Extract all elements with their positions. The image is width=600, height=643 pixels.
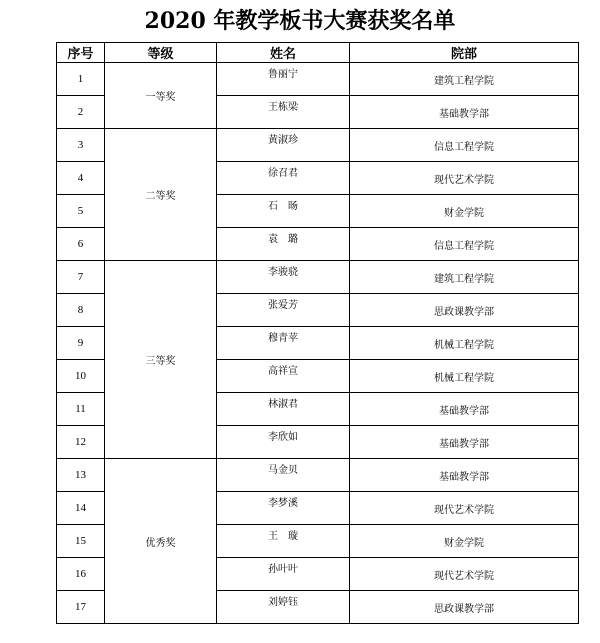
row-index: 3 <box>57 129 105 162</box>
winner-name-text: 王栋梁 <box>268 101 298 113</box>
award-level-third <box>105 261 217 459</box>
row-index: 2 <box>57 96 105 129</box>
table-row <box>57 261 579 294</box>
row-index: 14 <box>57 492 105 525</box>
winner-name-text: 孙叶叶 <box>268 563 298 575</box>
winner-name <box>217 129 350 162</box>
row-index: 9 <box>57 327 105 360</box>
winner-name <box>217 327 350 360</box>
winner-name-text: 刘婷钰 <box>268 596 298 608</box>
winner-name-text: 鲁丽宁 <box>268 68 298 80</box>
header-name: 姓名 <box>217 43 350 63</box>
winner-name <box>217 426 350 459</box>
table-row <box>57 129 579 162</box>
department: 现代艺术学院 <box>350 162 579 195</box>
winner-name <box>217 96 350 129</box>
winner-name <box>217 591 350 624</box>
winner-name-text: 王 璇 <box>268 530 298 542</box>
department: 机械工程学院 <box>350 360 579 393</box>
department: 现代艺术学院 <box>350 558 579 591</box>
winner-name <box>217 393 350 426</box>
row-index: 15 <box>57 525 105 558</box>
header-row <box>57 43 579 63</box>
table-row <box>57 63 579 96</box>
winner-name-text: 穆青苹 <box>268 332 298 344</box>
row-index: 4 <box>57 162 105 195</box>
department: 基础教学部 <box>350 393 579 426</box>
table-body <box>57 63 579 624</box>
winner-name-text: 石 旸 <box>268 200 298 212</box>
department: 基础教学部 <box>350 96 579 129</box>
row-index: 10 <box>57 360 105 393</box>
winner-name <box>217 360 350 393</box>
department: 信息工程学院 <box>350 228 579 261</box>
row-index: 11 <box>57 393 105 426</box>
winner-name <box>217 492 350 525</box>
header-index: 序号 <box>57 43 105 63</box>
department: 基础教学部 <box>350 426 579 459</box>
department: 思政课教学部 <box>350 294 579 327</box>
row-index: 5 <box>57 195 105 228</box>
department: 思政课教学部 <box>350 591 579 624</box>
department: 建筑工程学院 <box>350 261 579 294</box>
header-level: 等级 <box>105 43 217 63</box>
winner-name-text: 马金贝 <box>268 464 298 476</box>
department: 信息工程学院 <box>350 129 579 162</box>
winner-name-text: 李欣如 <box>268 431 298 443</box>
winner-name <box>217 261 350 294</box>
row-index: 6 <box>57 228 105 261</box>
department: 建筑工程学院 <box>350 63 579 96</box>
department: 财金学院 <box>350 195 579 228</box>
winner-name <box>217 228 350 261</box>
winner-name <box>217 558 350 591</box>
winner-name <box>217 525 350 558</box>
department: 机械工程学院 <box>350 327 579 360</box>
department: 现代艺术学院 <box>350 492 579 525</box>
winner-name <box>217 459 350 492</box>
winner-name-text: 徐召君 <box>268 167 298 179</box>
winner-name <box>217 294 350 327</box>
row-index: 8 <box>57 294 105 327</box>
award-level-label: 三等奖 <box>145 356 176 367</box>
header-department: 院部 <box>350 43 579 63</box>
page-title: 2020 年教学板书大赛获奖名单 <box>144 8 456 34</box>
winner-name-text: 李梦溪 <box>268 497 298 509</box>
winner-name <box>217 162 350 195</box>
award-level-label: 二等奖 <box>145 191 176 202</box>
row-index: 17 <box>57 591 105 624</box>
row-index: 12 <box>57 426 105 459</box>
award-level-first <box>105 63 217 129</box>
awards-table <box>56 42 579 624</box>
department: 基础教学部 <box>350 459 579 492</box>
winner-name-text: 林淑君 <box>268 398 298 410</box>
row-index: 1 <box>57 63 105 96</box>
winner-name-text: 张爱芳 <box>268 299 298 311</box>
winner-name-text: 黄淑珍 <box>268 134 298 146</box>
department: 财金学院 <box>350 525 579 558</box>
winner-name-text: 袁 璐 <box>268 233 298 245</box>
row-index: 7 <box>57 261 105 294</box>
row-index: 13 <box>57 459 105 492</box>
award-level-second <box>105 129 217 261</box>
winner-name <box>217 195 350 228</box>
winner-name-text: 高祥宣 <box>268 365 298 377</box>
table-row <box>57 459 579 492</box>
row-index: 16 <box>57 558 105 591</box>
award-level-merit <box>105 459 217 624</box>
winner-name <box>217 63 350 96</box>
winner-name-text: 李骏骁 <box>268 266 298 278</box>
award-level-label: 一等奖 <box>145 92 176 103</box>
award-level-label: 优秀奖 <box>145 537 176 549</box>
